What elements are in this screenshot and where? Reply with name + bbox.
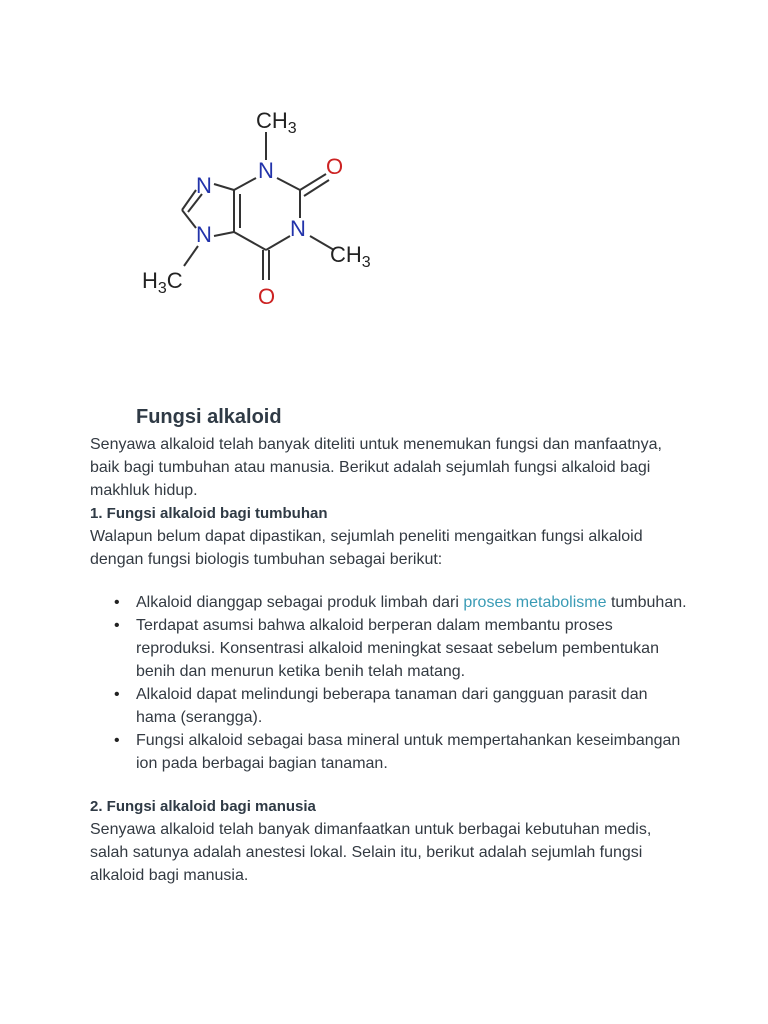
atom-ch3-top: $CH_3$ (256, 108, 297, 137)
bond-n7-c5 (214, 232, 234, 236)
atom-ch3-right: $CH_3$ (330, 242, 371, 271)
plants-paragraph: Walapun belum dapat dipastikan, sejumlah peneliti mengaitkan fungsi alkaloid dengan fungsi biologis tumbuhan sebagai berikut: (90, 528, 643, 568)
atom-h3c-left: $H_3C$ (142, 268, 183, 297)
atom-n-imidazole-bottom: N (196, 222, 212, 247)
list-item: • Terdapat asumsi bahwa alkaloid berperan dalam membantu proses reproduksi. Konsentrasi alkaloid meningkat sesaat sebelum pembentukan benih dan menurun ketika benih telah matang. (136, 614, 690, 683)
list-item (136, 591, 690, 614)
list-item-text-end: tumbuhan. (606, 594, 687, 611)
bond-c2-o (300, 174, 326, 190)
section-heading: Fungsi alkaloid (136, 406, 282, 428)
plants-function-list (90, 591, 690, 775)
bond-n-c2 (277, 178, 300, 190)
bond-c4-n7 (214, 184, 234, 190)
humans-paragraph: Senyawa alkaloid telah banyak dimanfaatkan untuk berbagai kebutuhan medis, salah satunya adalah anestesi lokal. Selain itu, berikut adalah sejumlah fungsi alkaloid bagi manusia. (90, 821, 652, 884)
subheading-humans: 2. Fungsi alkaloid bagi manusia (90, 798, 316, 815)
bond-c4-n-top (234, 178, 256, 190)
atom-n-imidazole-top: N (196, 173, 212, 198)
caffeine-structure-diagram (130, 90, 410, 320)
list-item-text: Alkaloid dianggap sebagai produk limbah dari (136, 594, 464, 611)
bonds (182, 132, 334, 280)
bond-c8-n7 (182, 210, 196, 228)
subheading-plants: 1. Fungsi alkaloid bagi tumbuhan (90, 505, 328, 522)
metabolism-link[interactable]: proses metabolisme (463, 594, 607, 611)
bond-n-c6 (266, 236, 290, 250)
bond-n7-ch3 (184, 246, 198, 266)
list-item: • Alkaloid dapat melindungi beberapa tanaman dari gangguan parasit dan hama (serangga). (136, 683, 690, 729)
intro-paragraph: Senyawa alkaloid telah banyak diteliti untuk menemukan fungsi dan manfaatnya, baik bagi tumbuhan atau manusia. Berikut adalah sejumlah fungsi alkaloid bagi makhluk hidup. (90, 436, 662, 499)
atom-n-right: N (290, 216, 306, 241)
bond-n9-c8 (182, 190, 196, 210)
atom-n-top: N (258, 158, 274, 183)
atom-o-right: O (326, 154, 344, 179)
atom-o-bottom: O (258, 284, 276, 309)
bond-c2-o-double (304, 180, 329, 196)
bond-c6-c5 (234, 232, 266, 250)
list-item: • Fungsi alkaloid sebagai basa mineral untuk mempertahankan keseimbangan ion pada berbagai bagian tanaman. (136, 729, 690, 775)
article-body (90, 406, 690, 887)
